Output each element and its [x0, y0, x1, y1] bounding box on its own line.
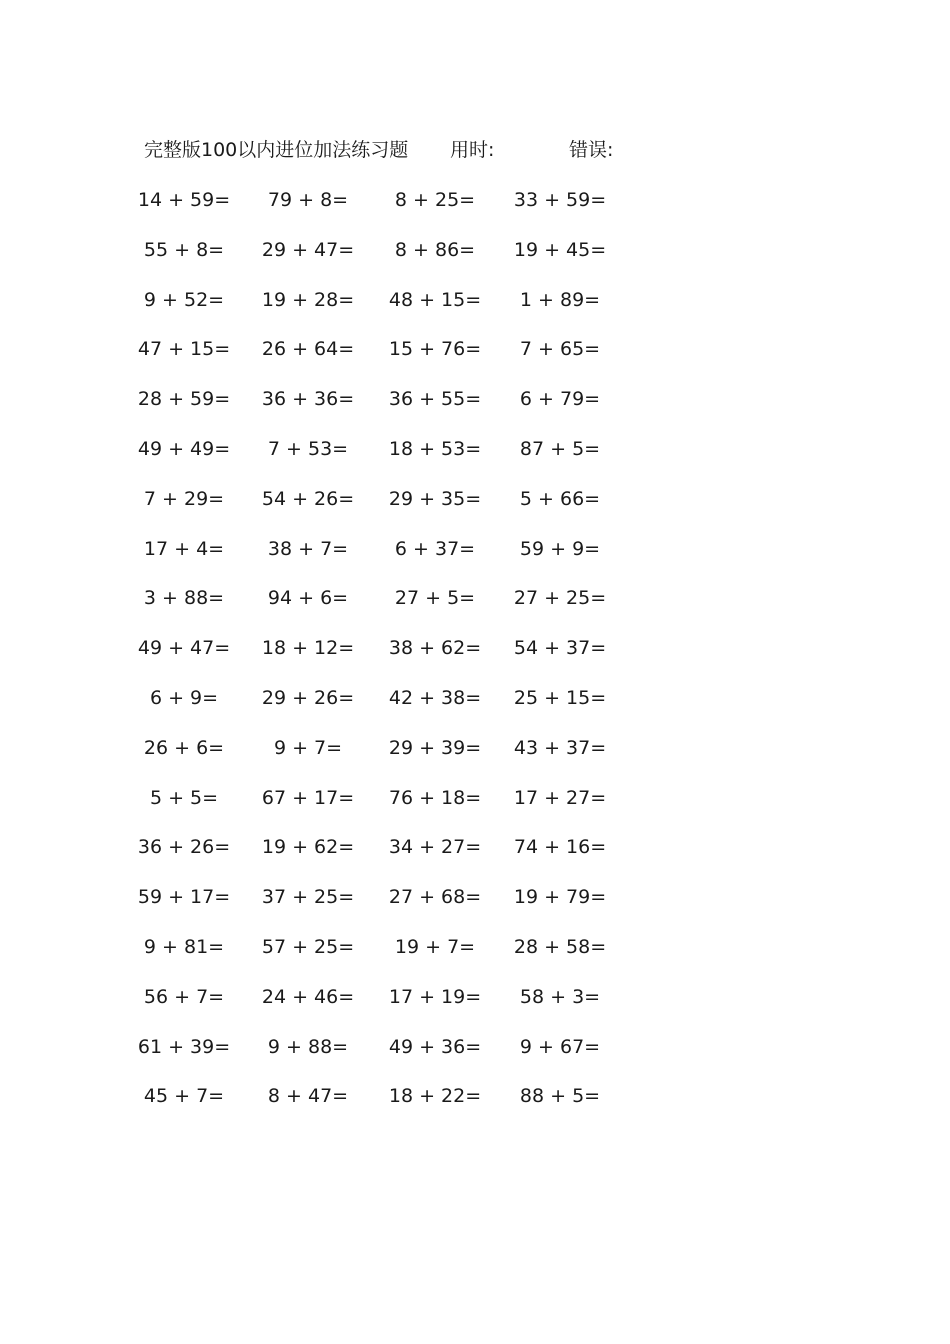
worksheet-title: 完整版100以内进位加法练习题: [144, 139, 409, 161]
addition-problem: 17 + 19=: [388, 985, 482, 1008]
problem-row: [0, 235, 950, 285]
addition-problem: 48 + 15=: [388, 288, 482, 311]
addition-problem: 59 + 17=: [137, 886, 231, 909]
addition-problem: 5 + 5=: [149, 786, 219, 809]
addition-problem: 27 + 68=: [388, 886, 482, 909]
addition-problem: 7 + 29=: [143, 487, 225, 510]
addition-problem: 38 + 62=: [388, 637, 482, 660]
addition-problem: 79 + 8=: [267, 189, 349, 211]
addition-problem: 8 + 47=: [267, 1085, 349, 1108]
addition-problem: 38 + 7=: [267, 537, 349, 560]
problem-row: [0, 633, 950, 683]
addition-problem: 15 + 76=: [388, 338, 482, 361]
problem-row: [0, 683, 950, 733]
addition-problem: 3 + 88=: [143, 587, 225, 610]
addition-problem: 55 + 8=: [143, 238, 225, 261]
addition-problem: 88 + 5=: [519, 1085, 601, 1108]
addition-problem: 8 + 86=: [394, 238, 476, 261]
addition-problem: 18 + 53=: [388, 437, 482, 460]
problem-row: [0, 882, 950, 932]
addition-problem: 24 + 46=: [261, 985, 355, 1008]
problem-row: [0, 583, 950, 633]
addition-problem: 27 + 5=: [394, 587, 476, 610]
error-count-label: 错误:: [569, 139, 614, 161]
addition-problem: 36 + 55=: [388, 388, 482, 411]
problem-row: [0, 1032, 950, 1082]
addition-problem: 47 + 15=: [137, 338, 231, 361]
addition-problem: 29 + 39=: [388, 736, 482, 759]
problem-row: [0, 832, 950, 882]
problem-row: [0, 185, 950, 235]
addition-problem: 37 + 25=: [261, 886, 355, 909]
addition-problem: 54 + 37=: [513, 637, 607, 660]
addition-problem: 9 + 88=: [267, 1035, 349, 1058]
time-used-label: 用时:: [450, 139, 495, 161]
problem-row: [0, 733, 950, 783]
problem-row: [0, 534, 950, 584]
addition-problem: 33 + 59=: [513, 189, 607, 211]
addition-problem: 18 + 12=: [261, 637, 355, 660]
problem-row: [0, 1081, 950, 1131]
addition-problem: 6 + 79=: [519, 388, 601, 411]
problem-grid: [0, 185, 950, 1131]
addition-problem: 26 + 6=: [143, 736, 225, 759]
problem-row: [0, 285, 950, 335]
addition-problem: 45 + 7=: [143, 1085, 225, 1108]
problem-row: [0, 932, 950, 982]
addition-problem: 49 + 49=: [137, 437, 231, 460]
addition-problem: 7 + 53=: [267, 437, 349, 460]
addition-problem: 54 + 26=: [261, 487, 355, 510]
addition-problem: 28 + 58=: [513, 935, 607, 958]
worksheet-header: [144, 136, 664, 164]
addition-problem: 61 + 39=: [137, 1035, 231, 1058]
addition-problem: 8 + 25=: [394, 189, 476, 211]
addition-problem: 74 + 16=: [513, 836, 607, 859]
problem-row: [0, 334, 950, 384]
problem-row: [0, 384, 950, 434]
addition-problem: 58 + 3=: [519, 985, 601, 1008]
addition-problem: 29 + 35=: [388, 487, 482, 510]
addition-problem: 36 + 36=: [261, 388, 355, 411]
addition-problem: 17 + 4=: [143, 537, 225, 560]
addition-problem: 27 + 25=: [513, 587, 607, 610]
addition-problem: 9 + 52=: [143, 288, 225, 311]
addition-problem: 9 + 67=: [519, 1035, 601, 1058]
addition-problem: 9 + 81=: [143, 935, 225, 958]
addition-problem: 19 + 45=: [513, 238, 607, 261]
addition-problem: 5 + 66=: [519, 487, 601, 510]
addition-problem: 14 + 59=: [137, 189, 231, 211]
addition-problem: 57 + 25=: [261, 935, 355, 958]
addition-problem: 1 + 89=: [519, 288, 601, 311]
problem-row: [0, 982, 950, 1032]
addition-problem: 59 + 9=: [519, 537, 601, 560]
addition-problem: 29 + 26=: [261, 686, 355, 709]
addition-problem: 49 + 47=: [137, 637, 231, 660]
addition-problem: 34 + 27=: [388, 836, 482, 859]
addition-problem: 67 + 17=: [261, 786, 355, 809]
addition-problem: 42 + 38=: [388, 686, 482, 709]
addition-problem: 76 + 18=: [388, 786, 482, 809]
addition-problem: 25 + 15=: [513, 686, 607, 709]
addition-problem: 6 + 37=: [394, 537, 476, 560]
addition-problem: 28 + 59=: [137, 388, 231, 411]
addition-problem: 17 + 27=: [513, 786, 607, 809]
addition-problem: 87 + 5=: [519, 437, 601, 460]
problem-row: [0, 434, 950, 484]
addition-problem: 9 + 7=: [273, 736, 343, 759]
addition-problem: 36 + 26=: [137, 836, 231, 859]
problem-row: [0, 484, 950, 534]
addition-problem: 19 + 62=: [261, 836, 355, 859]
addition-problem: 26 + 64=: [261, 338, 355, 361]
addition-problem: 43 + 37=: [513, 736, 607, 759]
addition-problem: 94 + 6=: [267, 587, 349, 610]
addition-problem: 19 + 79=: [513, 886, 607, 909]
addition-problem: 49 + 36=: [388, 1035, 482, 1058]
addition-problem: 19 + 28=: [261, 288, 355, 311]
addition-problem: 7 + 65=: [519, 338, 601, 361]
addition-problem: 56 + 7=: [143, 985, 225, 1008]
addition-problem: 18 + 22=: [388, 1085, 482, 1108]
addition-problem: 29 + 47=: [261, 238, 355, 261]
addition-problem: 6 + 9=: [149, 686, 219, 709]
problem-row: [0, 783, 950, 833]
addition-problem: 19 + 7=: [394, 935, 476, 958]
